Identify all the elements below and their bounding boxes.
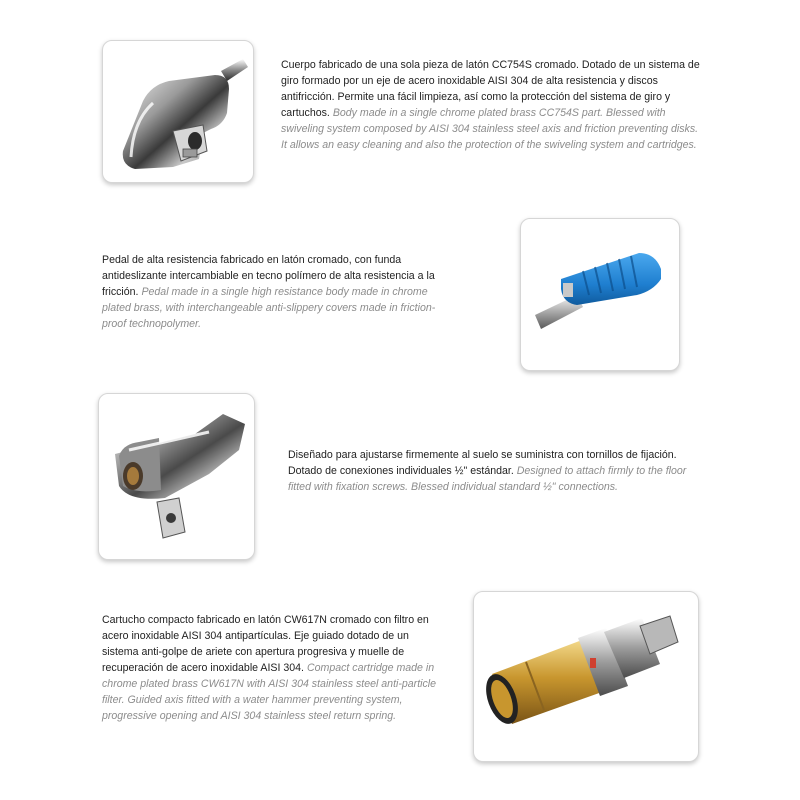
description-es: Cartucho compacto fabricado en latón CW617N cromado con filtro en acero inoxidable AISI 304 antipartículas. Eje guiado dotado de un sistema anti-golpe de ariete con apertura progresiva y muelle de recuperación de acero inoxidable AISI 304. [102, 614, 429, 674]
feature-image-cartridge [473, 591, 699, 762]
feature-description-body [281, 57, 706, 153]
floor-base-illustration [99, 394, 254, 559]
feature-image-body [102, 40, 254, 183]
cartridge-illustration [474, 592, 698, 761]
description-es: Pedal de alta resistencia fabricado en latón cromado, con funda antideslizante intercambiable en tecno polímero de alta resistencia a la fricción. [102, 254, 435, 298]
feature-description-base [288, 447, 698, 495]
description-en: Pedal made in a single high resistance body made in chrome plated brass, with interchangeable anti-slippery covers made in friction-proof technopolymer. [102, 286, 436, 330]
description-es: Cuerpo fabricado de una sola pieza de latón CC754S cromado. Dotado de un sistema de giro formado por un eje de acero inoxidable AISI 304 de alta resistencia y discos antifricción. Permite una fácil limpieza, así como la protección del sistema de giro y cartuchos. [281, 59, 700, 119]
pedal-illustration [521, 219, 679, 370]
chrome-body-illustration [103, 41, 253, 182]
feature-image-base [98, 393, 255, 560]
description-en: Compact cartridge made in chrome plated brass CW617N with AISI 304 stainless steel anti-particle filter. Guided axis fitted with a water hammer preventing system, progressive opening and AISI 304 stainless steel return spring. [102, 662, 437, 722]
description-en: Designed to attach firmly to the floor fitted with fixation screws. Blessed individual standard ½" connections. [288, 465, 687, 493]
feature-image-pedal [520, 218, 680, 371]
description-es: Diseñado para ajustarse firmemente al suelo se suministra con tornillos de fijación. Dotado de conexiones individuales ½" estándar. [288, 449, 677, 477]
feature-description-pedal [102, 252, 442, 332]
description-en: Body made in a single chrome plated brass CC754S part. Blessed with swiveling system composed by AISI 304 stainless steel axis and friction preventing disks. It allows an easy cleaning and also the protection of the swiveling system and cartridges. [281, 107, 699, 151]
feature-description-cartridge [102, 612, 442, 724]
